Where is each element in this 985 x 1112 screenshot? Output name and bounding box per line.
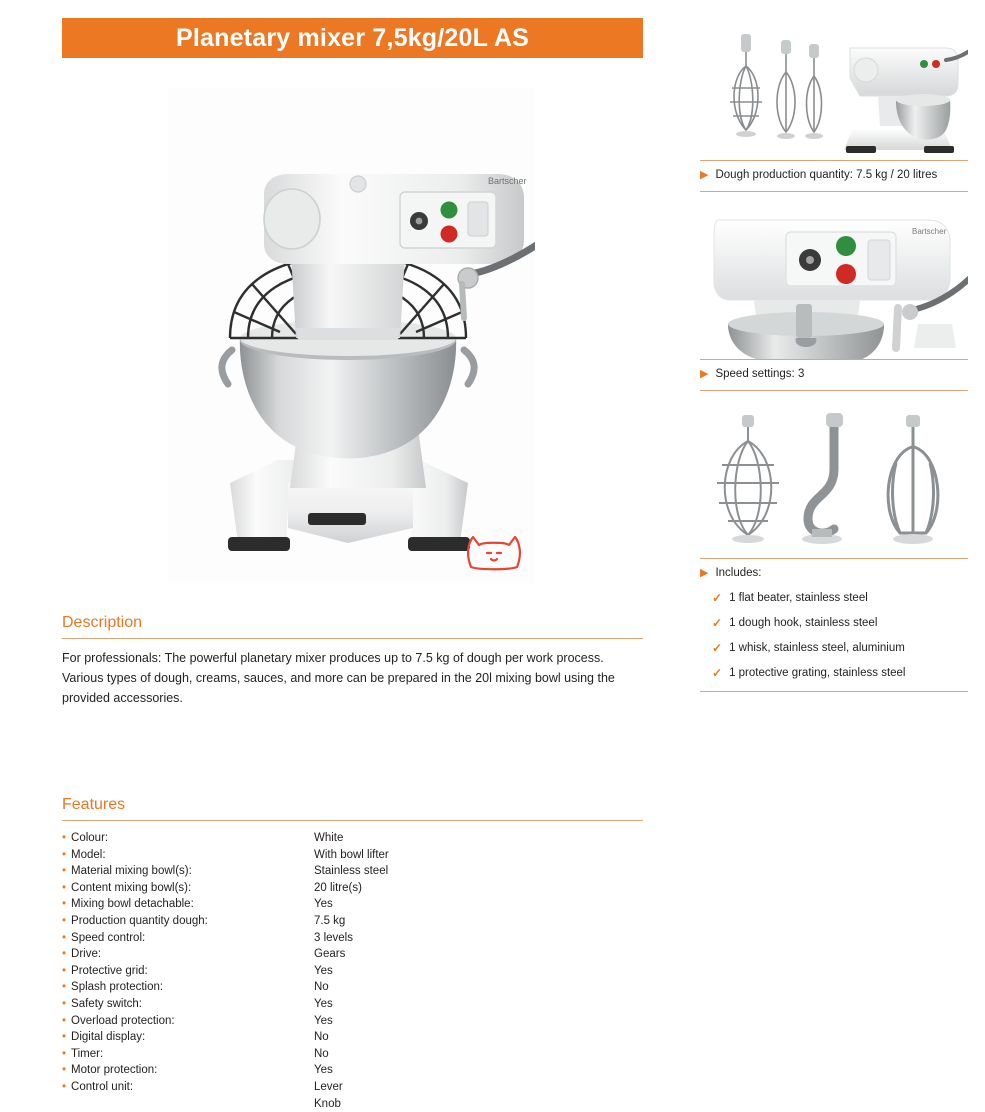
sidebar-divider-2 — [700, 191, 968, 192]
feature-value-text: Lever — [314, 1081, 343, 1093]
feature-value-text: White — [314, 832, 343, 844]
sidebar-image-included-accessories — [700, 411, 968, 564]
sidebar-image-control-panel — [700, 212, 968, 365]
sidebar-divider-3 — [700, 359, 968, 360]
feature-row — [62, 1029, 643, 1046]
feature-label — [62, 830, 314, 847]
feature-label — [62, 930, 314, 947]
svg-text:Bartscher: Bartscher — [488, 176, 527, 186]
feature-label-text: Digital display: — [71, 1029, 145, 1046]
feature-label — [62, 880, 314, 897]
include-list-item — [712, 617, 877, 629]
include-list-item — [712, 592, 868, 604]
sidebar-caption-speed-settings — [700, 368, 804, 380]
sidebar-caption-dough-quantity — [700, 169, 937, 181]
feature-value — [314, 1046, 643, 1063]
bullet-icon: • — [62, 847, 66, 864]
include-item-text: 1 dough hook, stainless steel — [729, 617, 877, 629]
features-divider — [62, 820, 643, 821]
feature-value-text: Gears — [314, 948, 345, 960]
feature-label-text: Safety switch: — [71, 996, 142, 1013]
feature-value — [314, 830, 643, 847]
include-item-text: 1 protective grating, stainless steel — [729, 667, 905, 679]
feature-label-text: Protective grid: — [71, 963, 148, 980]
feature-row — [62, 930, 643, 947]
feature-value — [314, 863, 643, 880]
feature-value-text: Yes — [314, 898, 333, 910]
feature-label — [62, 1013, 314, 1030]
page-title-bar — [62, 18, 643, 58]
check-icon: ✓ — [712, 642, 722, 654]
feature-value-text: No — [314, 981, 329, 993]
feature-row — [62, 979, 643, 996]
bullet-icon: • — [62, 913, 66, 930]
feature-value — [314, 946, 643, 963]
feature-row — [62, 863, 643, 880]
include-list-item — [712, 667, 906, 679]
feature-value-text: No — [314, 1048, 329, 1060]
bullet-icon: • — [62, 896, 66, 913]
feature-value — [314, 996, 643, 1013]
feature-row — [62, 913, 643, 930]
sidebar-caption-text: Includes: — [715, 567, 761, 579]
bullet-icon: • — [62, 830, 66, 847]
sidebar-caption-text: Speed settings: 3 — [715, 368, 804, 380]
sidebar-divider-5 — [700, 558, 968, 559]
feature-value — [314, 930, 643, 947]
triangle-bullet-icon: ▶ — [700, 568, 708, 579]
accessories-set-illustration — [700, 411, 968, 559]
features-table — [62, 830, 643, 1112]
triangle-bullet-icon: ▶ — [700, 170, 708, 181]
feature-row — [62, 1013, 643, 1030]
feature-label-text: Mixing bowl detachable: — [71, 896, 194, 913]
feature-label — [62, 1029, 314, 1046]
include-item-text: 1 flat beater, stainless steel — [729, 592, 868, 604]
control-panel-closeup-illustration — [700, 212, 968, 360]
feature-label — [62, 896, 314, 913]
sidebar-image-accessories — [700, 18, 968, 171]
feature-value — [314, 896, 643, 913]
sidebar-caption-includes — [700, 567, 762, 579]
sidebar-divider-4 — [700, 390, 968, 391]
check-icon: ✓ — [712, 667, 722, 679]
bullet-icon: • — [62, 996, 66, 1013]
feature-label-text: Material mixing bowl(s): — [71, 863, 192, 880]
page-title: Planetary mixer 7,5kg/20L AS — [176, 26, 529, 51]
feature-label-text: Motor protection: — [71, 1062, 157, 1079]
feature-value — [314, 1062, 643, 1079]
feature-row — [62, 847, 643, 864]
feature-label — [62, 1062, 314, 1079]
features-heading: Features — [62, 796, 125, 814]
feature-value — [314, 1079, 643, 1112]
feature-label-text: Model: — [71, 847, 106, 864]
include-list-item — [712, 642, 905, 654]
feature-value-text: 20 litre(s) — [314, 882, 362, 894]
feature-value — [314, 1013, 643, 1030]
feature-label-text: Timer: — [71, 1046, 103, 1063]
feature-label — [62, 979, 314, 996]
bullet-icon: • — [62, 1013, 66, 1030]
feature-label-text: Drive: — [71, 946, 101, 963]
feature-value-text: Yes — [314, 965, 333, 977]
sidebar-divider-1 — [700, 160, 968, 161]
feature-value-text: No — [314, 1031, 329, 1043]
brand-logo-icon — [465, 533, 523, 571]
sidebar-divider-6 — [700, 691, 968, 692]
feature-label-text: Content mixing bowl(s): — [71, 880, 191, 897]
feature-value — [314, 880, 643, 897]
main-product-image — [168, 88, 535, 583]
feature-row — [62, 830, 643, 847]
feature-value-text: 7.5 kg — [314, 915, 345, 927]
check-icon: ✓ — [712, 617, 722, 629]
bullet-icon: • — [62, 863, 66, 880]
feature-value-text: Stainless steel — [314, 865, 388, 877]
planetary-mixer-illustration — [168, 88, 535, 583]
feature-label — [62, 1079, 314, 1096]
feature-label — [62, 847, 314, 864]
description-body: For professionals: The powerful planetary mixer produces up to 7.5 kg of dough per work process. Various types of dough, creams, sauces, and more can be prepared in the 20l mixing bowl using the provided accessories. — [62, 648, 643, 708]
feature-value — [314, 979, 643, 996]
feature-row — [62, 1062, 643, 1079]
feature-label-text: Speed control: — [71, 930, 145, 947]
feature-row — [62, 996, 643, 1013]
description-divider — [62, 638, 643, 639]
bullet-icon: • — [62, 946, 66, 963]
feature-value-text: With bowl lifter — [314, 849, 389, 861]
feature-row — [62, 880, 643, 897]
feature-value — [314, 847, 643, 864]
triangle-bullet-icon: ▶ — [700, 369, 708, 380]
feature-value-text: 3 levels — [314, 932, 353, 944]
bullet-icon: • — [62, 930, 66, 947]
feature-value — [314, 913, 643, 930]
feature-row — [62, 946, 643, 963]
bullet-icon: • — [62, 1079, 66, 1096]
feature-value-text: Yes — [314, 1064, 333, 1076]
sidebar-caption-text: Dough production quantity: 7.5 kg / 20 litres — [715, 169, 937, 181]
feature-label — [62, 1046, 314, 1063]
feature-row — [62, 896, 643, 913]
feature-label — [62, 946, 314, 963]
svg-text:Bartscher: Bartscher — [912, 227, 947, 236]
feature-row — [62, 1079, 643, 1112]
feature-label-text: Overload protection: — [71, 1013, 175, 1030]
feature-label — [62, 963, 314, 980]
feature-value-text-secondary: Knob — [314, 1096, 643, 1112]
bullet-icon: • — [62, 1046, 66, 1063]
bullet-icon: • — [62, 1062, 66, 1079]
feature-row — [62, 1046, 643, 1063]
bullet-icon: • — [62, 1029, 66, 1046]
feature-value-text: Yes — [314, 998, 333, 1010]
bullet-icon: • — [62, 880, 66, 897]
bullet-icon: • — [62, 963, 66, 980]
feature-label-text: Splash protection: — [71, 979, 163, 996]
feature-label-text: Production quantity dough: — [71, 913, 208, 930]
feature-label-text: Control unit: — [71, 1079, 133, 1096]
bullet-icon: • — [62, 979, 66, 996]
feature-label-text: Colour: — [71, 830, 108, 847]
check-icon: ✓ — [712, 592, 722, 604]
description-heading: Description — [62, 614, 142, 632]
feature-value-text: Yes — [314, 1015, 333, 1027]
feature-label — [62, 996, 314, 1013]
feature-value — [314, 1029, 643, 1046]
feature-label — [62, 913, 314, 930]
include-item-text: 1 whisk, stainless steel, aluminium — [729, 642, 905, 654]
feature-value — [314, 963, 643, 980]
feature-row — [62, 963, 643, 980]
mixer-with-accessories-illustration — [700, 18, 968, 166]
feature-label — [62, 863, 314, 880]
